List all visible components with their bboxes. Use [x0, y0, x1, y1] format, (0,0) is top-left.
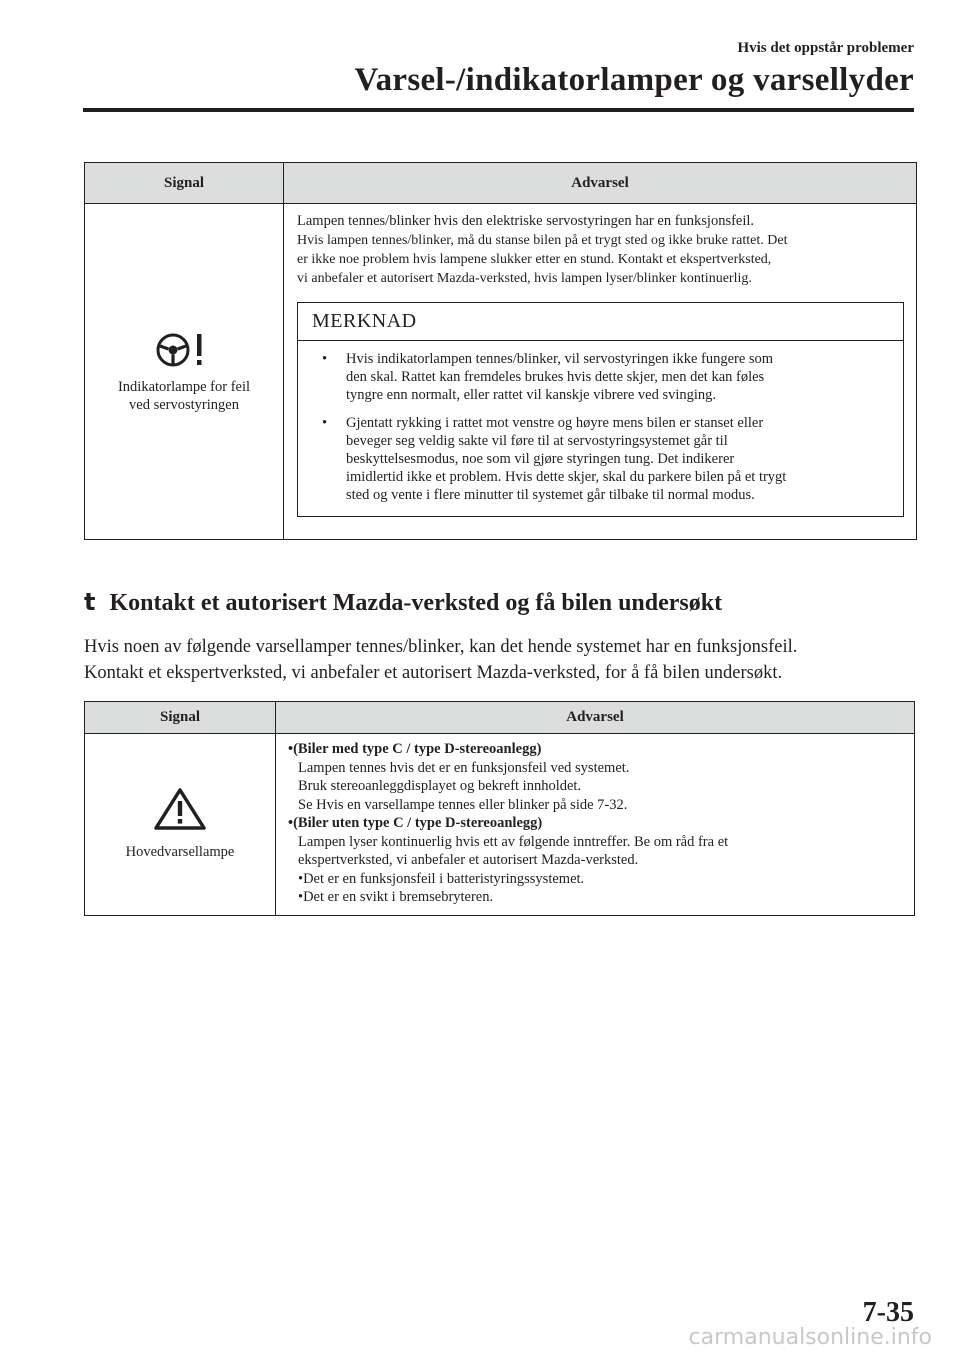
master-warning-triangle-icon: [153, 787, 207, 831]
page-title: Varsel-/indikatorlamper og varsellyder: [354, 62, 914, 98]
note-box: [297, 302, 904, 517]
signal-cell: [85, 734, 276, 916]
note-line: tyngre enn normalt, eller rattet vil kanskje vibrere ved svinging.: [346, 387, 717, 403]
note-line: den skal. Rattet kan fremdeles brukes hvis dette skjer, men det kan føles: [346, 369, 765, 385]
header-rule: [83, 108, 914, 112]
warning-cell: [276, 734, 915, 916]
running-header-section: Hvis det oppstår problemer: [737, 40, 914, 56]
warning-line: Lampen lyser kontinuerlig hvis ett av følgende inntreffer. Be om råd fra et: [298, 833, 729, 850]
list-item: [310, 414, 891, 504]
note-list: [298, 341, 903, 516]
warning-cell: [284, 204, 917, 540]
note-title: MERKNAD: [298, 303, 903, 341]
section-heading-text: Kontakt et autorisert Mazda-verksted og få bilen undersøkt: [109, 590, 723, 616]
table-row: [85, 734, 915, 916]
warning-line: vi anbefaler et autorisert Mazda-verksted, hvis lampen lyser/blinker kontinuerlig.: [297, 271, 752, 286]
section-marker: t: [84, 588, 96, 616]
warning-line: Lampen tennes/blinker hvis den elektriske servostyringen har en funksjonsfeil.: [297, 213, 755, 229]
warning-table-1: [84, 162, 917, 540]
table-header-row: [85, 702, 915, 734]
column-header-signal: Signal: [85, 702, 276, 734]
column-header-signal: Signal: [85, 163, 284, 204]
note-line: beveger seg veldig sakte vil føre til at servostyringsystemet går til: [346, 433, 728, 449]
warning-subheading: •(Biler uten type C / type D-stereoanlegg): [288, 815, 543, 831]
warning-line: ekspertverksted, vi anbefaler et autorisert Mazda-verksted.: [298, 852, 639, 868]
warning-line: Hvis lampen tennes/blinker, må du stanse bilen på et trygt sted og ikke bruke rattet. Det: [297, 233, 788, 248]
table-header-row: [85, 163, 917, 204]
bullet-icon: •: [322, 351, 328, 367]
warning-subheading: •(Biler med type C / type D-stereoanlegg): [288, 741, 542, 757]
signal-label-line2: ved servostyringen: [129, 396, 239, 413]
section-intro: [84, 634, 924, 686]
note-line: sted og vente i flere minutter til systemet går tilbake til normal modus.: [346, 487, 755, 503]
warning-line: Lampen tennes hvis det er en funksjonsfeil ved systemet.: [298, 759, 630, 776]
warning-line: er ikke noe problem hvis lampene slukker etter en stund. Kontakt et ekspertverksted,: [297, 252, 772, 267]
signal-label-line1: Indikatorlampe for feil: [117, 378, 251, 395]
watermark-text: carmanualsonline.info: [688, 1325, 932, 1350]
column-header-advarsel: Advarsel: [284, 163, 917, 204]
intro-line: Hvis noen av følgende varsellamper tennes/blinker, kan det hende systemet har en funksjonsfeil.: [84, 637, 798, 657]
column-header-advarsel: Advarsel: [276, 702, 915, 734]
list-item: [310, 350, 891, 404]
intro-line: Kontakt et ekspertverksted, vi anbefaler et autorisert Mazda-verksted, for å få bilen undersøkt.: [84, 663, 783, 683]
table-row: [85, 204, 917, 540]
page-number: 7-35: [862, 1297, 914, 1328]
bullet-icon: •: [322, 415, 328, 431]
warning-line: Bruk stereoanleggdisplayet og bekreft innholdet.: [298, 778, 582, 794]
warning-line: Se Hvis en varsellampe tennes eller blinker på side 7-32.: [298, 796, 628, 813]
signal-label: Hovedvarsellampe: [125, 844, 235, 861]
steering-wheel-warning-icon: [152, 330, 216, 370]
section-heading: [84, 588, 722, 617]
note-line: Gjentatt rykking i rattet mot venstre og høyre mens bilen er stanset eller: [346, 415, 764, 431]
warning-table-2: [84, 701, 915, 916]
note-line: imidlertid ikke et problem. Hvis dette skjer, skal du parkere bilen på et trygt: [346, 469, 787, 485]
warning-bullet: •Det er en funksjonsfeil i batteristyringssystemet.: [298, 870, 585, 887]
note-line: beskyttelsesmodus, noe som vil gjøre styringen tung. Det indikerer: [346, 451, 735, 467]
signal-cell: [85, 204, 284, 540]
note-line: Hvis indikatorlampen tennes/blinker, vil servostyringen ikke fungere som: [346, 351, 774, 367]
warning-bullet: •Det er en svikt i bremsebryteren.: [298, 889, 494, 905]
